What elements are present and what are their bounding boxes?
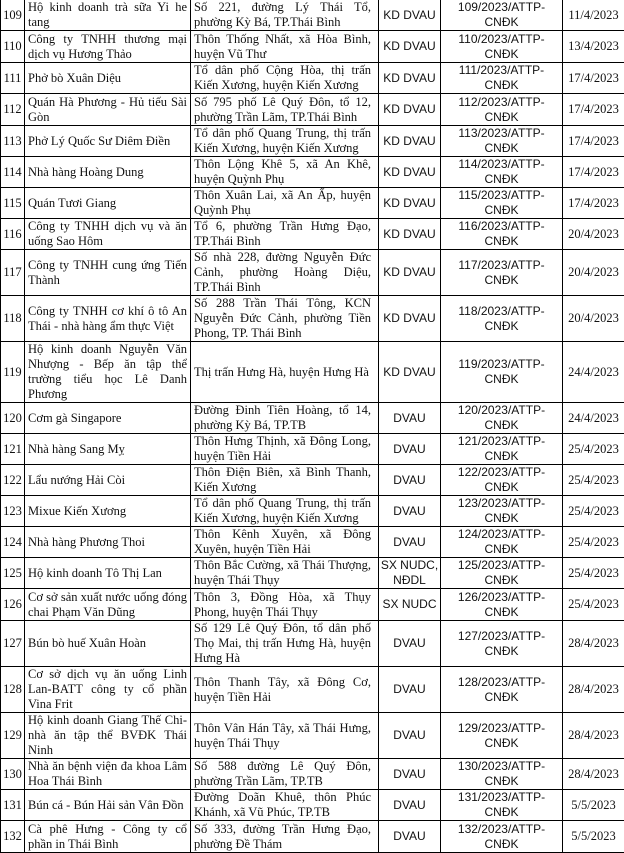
business-type: DVAU <box>379 465 441 496</box>
table-row <box>1 342 624 403</box>
business-type: DVAU <box>379 434 441 465</box>
row-number: 125 <box>1 558 25 589</box>
business-type: KD DVAU <box>379 63 441 94</box>
row-number: 115 <box>1 188 25 219</box>
issue-date: 20/4/2023 <box>563 219 624 250</box>
issue-date: 28/4/2023 <box>563 621 624 667</box>
address: Số 588 đường Lê Quý Đôn, phường Trần Lãm, TP.TB <box>191 759 379 790</box>
issue-date: 28/4/2023 <box>563 667 624 713</box>
row-number: 129 <box>1 713 25 759</box>
establishment-name: Cơm gà Singapore <box>25 403 191 434</box>
address: Thôn Thanh Tây, xã Đông Cơ, huyện Tiền Hải <box>191 667 379 713</box>
address: Số 288 Trần Thái Tông, KCN Nguyễn Đức Cảnh, phường Tiền Phong, TP. Thái Bình <box>191 296 379 342</box>
establishment-name: Công ty TNHH cơ khí ô tô An Thái - nhà hàng ẩm thực Việt <box>25 296 191 342</box>
table-row <box>1 63 624 94</box>
table-row <box>1 0 624 31</box>
issue-date: 17/4/2023 <box>563 157 624 188</box>
issue-date: 17/4/2023 <box>563 94 624 126</box>
row-number: 121 <box>1 434 25 465</box>
establishment-name: Bún cá - Bún Hải sản Vân Đồn <box>25 790 191 821</box>
certificate-number: 130/2023/ATTP-CNĐK <box>441 759 563 790</box>
certificate-number: 119/2023/ATTP-CNĐK <box>441 342 563 403</box>
certificate-number: 124/2023/ATTP-CNĐK <box>441 527 563 558</box>
row-number: 123 <box>1 496 25 527</box>
table-row <box>1 527 624 558</box>
certificate-number: 117/2023/ATTP-CNĐK <box>441 250 563 296</box>
certificate-number: 131/2023/ATTP-CNĐK <box>441 790 563 821</box>
issue-date: 25/4/2023 <box>563 465 624 496</box>
address: Tổ dân phố Quang Trung, thị trấn Kiến Xương, huyện Kiến Xương <box>191 496 379 527</box>
table-row <box>1 296 624 342</box>
address: Thôn 3, Đồng Hòa, xã Thụy Phong, huyện Thái Thụy <box>191 589 379 621</box>
row-number: 131 <box>1 790 25 821</box>
establishment-name: Hộ kinh doanh Giang Thế Chi-nhà ăn tập thể BVĐK Thái Ninh <box>25 713 191 759</box>
row-number: 117 <box>1 250 25 296</box>
row-number: 122 <box>1 465 25 496</box>
issue-date: 25/4/2023 <box>563 434 624 465</box>
row-number: 124 <box>1 527 25 558</box>
row-number: 132 <box>1 821 25 853</box>
table-row <box>1 31 624 63</box>
table-row <box>1 589 624 621</box>
table-row <box>1 713 624 759</box>
certificate-number: 128/2023/ATTP-CNĐK <box>441 667 563 713</box>
business-type: KD DVAU <box>379 157 441 188</box>
establishment-name: Nhà hàng Phương Thoi <box>25 527 191 558</box>
address: Số 333, đường Trần Hưng Đạo, phường Đề Thám <box>191 821 379 853</box>
row-number: 128 <box>1 667 25 713</box>
row-number: 112 <box>1 94 25 126</box>
business-type: DVAU <box>379 667 441 713</box>
table-row <box>1 759 624 790</box>
row-number: 119 <box>1 342 25 403</box>
certificate-number: 115/2023/ATTP-CNĐK <box>441 188 563 219</box>
address: Thôn Xuân Lai, xã An Ấp, huyện Quỳnh Phụ <box>191 188 379 219</box>
establishment-name: Cà phê Hưng - Công ty cổ phần in Thái Bình <box>25 821 191 853</box>
business-type: DVAU <box>379 713 441 759</box>
issue-date: 20/4/2023 <box>563 296 624 342</box>
table-row <box>1 790 624 821</box>
establishment-name: Công ty TNHH thương mại dịch vụ Hương Thảo <box>25 31 191 63</box>
business-type: SX NUDC, NĐDL <box>379 558 441 589</box>
address: Thôn Vân Hán Tây, xã Thái Hưng, huyện Thái Thụy <box>191 713 379 759</box>
row-number: 116 <box>1 219 25 250</box>
table-row <box>1 157 624 188</box>
issue-date: 24/4/2023 <box>563 403 624 434</box>
table-row <box>1 821 624 853</box>
business-type: DVAU <box>379 821 441 853</box>
establishment-name: Cơ sở dịch vụ ăn uống Linh Lan-BATT công ty cổ phần Vina Frit <box>25 667 191 713</box>
issue-date: 17/4/2023 <box>563 63 624 94</box>
business-type: DVAU <box>379 759 441 790</box>
issue-date: 13/4/2023 <box>563 31 624 63</box>
issue-date: 5/5/2023 <box>563 790 624 821</box>
business-type: KD DVAU <box>379 296 441 342</box>
address: Số 795 phố Lê Quý Đôn, tổ 12, phường Trần Lãm, TP.Thái Bình <box>191 94 379 126</box>
business-type: DVAU <box>379 790 441 821</box>
establishment-name: Hộ kinh doanh Nguyễn Văn Nhượng - Bếp ăn tập thể trường tiểu học Lê Danh Phương <box>25 342 191 403</box>
issue-date: 25/4/2023 <box>563 589 624 621</box>
address: Thôn Kênh Xuyên, xã Đông Xuyên, huyện Tiền Hải <box>191 527 379 558</box>
establishment-name: Nhà hàng Hoàng Dung <box>25 157 191 188</box>
business-type: KD DVAU <box>379 94 441 126</box>
establishment-name: Quán Tươi Giang <box>25 188 191 219</box>
address: Số 129 Lê Quý Đôn, tổ dân phố Thọ Mai, thị trấn Hưng Hà, huyện Hưng Hà <box>191 621 379 667</box>
table-row <box>1 403 624 434</box>
business-type: DVAU <box>379 621 441 667</box>
table-row <box>1 188 624 219</box>
row-number: 109 <box>1 0 25 31</box>
establishment-name: Công ty TNHH cung ứng Tiến Thành <box>25 250 191 296</box>
certificate-number: 120/2023/ATTP-CNĐK <box>441 403 563 434</box>
establishment-name: Bún bò huế Xuân Hoàn <box>25 621 191 667</box>
address: Thôn Bắc Cường, xã Thái Thượng, huyện Thái Thụy <box>191 558 379 589</box>
address: Đường Doãn Khuê, thôn Phúc Khánh, xã Vũ Phúc, TP.TB <box>191 790 379 821</box>
business-type: KD DVAU <box>379 250 441 296</box>
business-type: KD DVAU <box>379 342 441 403</box>
row-number: 113 <box>1 126 25 157</box>
address: Tổ 6, phường Trần Hưng Đạo, TP.Thái Bình <box>191 219 379 250</box>
certificate-number: 110/2023/ATTP-CNĐK <box>441 31 563 63</box>
business-type: KD DVAU <box>379 188 441 219</box>
certificate-number: 132/2023/ATTP-CNĐK <box>441 821 563 853</box>
address: Thôn Thống Nhất, xã Hòa Bình, huyện Vũ Thư <box>191 31 379 63</box>
certificate-number: 109/2023/ATTP-CNĐK <box>441 0 563 31</box>
row-number: 120 <box>1 403 25 434</box>
certificate-number: 114/2023/ATTP-CNĐK <box>441 157 563 188</box>
certificate-number: 125/2023/ATTP-CNĐK <box>441 558 563 589</box>
row-number: 111 <box>1 63 25 94</box>
business-type: KD DVAU <box>379 126 441 157</box>
establishment-name: Công ty TNHH dịch vụ và ăn uống Sao Hôm <box>25 219 191 250</box>
table-row <box>1 434 624 465</box>
issue-date: 28/4/2023 <box>563 713 624 759</box>
row-number: 126 <box>1 589 25 621</box>
establishment-name: Lẩu nướng Hải Còi <box>25 465 191 496</box>
issue-date: 11/4/2023 <box>563 0 624 31</box>
establishment-name: Nhà ăn bệnh viện đa khoa Lâm Hoa Thái Bình <box>25 759 191 790</box>
table-row <box>1 126 624 157</box>
business-type: KD DVAU <box>379 0 441 31</box>
table-row <box>1 667 624 713</box>
table-row <box>1 621 624 667</box>
certificate-number: 111/2023/ATTP-CNĐK <box>441 63 563 94</box>
establishment-name: Nhà hàng Sang Mỵ <box>25 434 191 465</box>
establishment-name: Phở bò Xuân Diệu <box>25 63 191 94</box>
certificate-number: 129/2023/ATTP-CNĐK <box>441 713 563 759</box>
business-type: KD DVAU <box>379 219 441 250</box>
issue-date: 25/4/2023 <box>563 496 624 527</box>
issue-date: 25/4/2023 <box>563 527 624 558</box>
certificate-number: 112/2023/ATTP-CNĐK <box>441 94 563 126</box>
row-number: 130 <box>1 759 25 790</box>
issue-date: 28/4/2023 <box>563 759 624 790</box>
business-type: DVAU <box>379 496 441 527</box>
address: Thị trấn Hưng Hà, huyện Hưng Hà <box>191 342 379 403</box>
table-row <box>1 250 624 296</box>
row-number: 110 <box>1 31 25 63</box>
issue-date: 24/4/2023 <box>563 342 624 403</box>
table-row <box>1 94 624 126</box>
establishment-name: Cơ sở sản xuất nước uống đóng chai Phạm Văn Dũng <box>25 589 191 621</box>
certificate-number: 126/2023/ATTP-CNĐK <box>441 589 563 621</box>
issue-date: 5/5/2023 <box>563 821 624 853</box>
row-number: 114 <box>1 157 25 188</box>
address: Số 221, đường Lý Thái Tổ, phường Kỳ Bá, TP.Thái Bình <box>191 0 379 31</box>
establishment-name: Phở Lý Quốc Sư Diêm Điền <box>25 126 191 157</box>
establishment-name: Hộ kinh doanh trà sữa Yi he tang <box>25 0 191 31</box>
business-type: DVAU <box>379 403 441 434</box>
table-row <box>1 465 624 496</box>
table-row <box>1 558 624 589</box>
certificate-number: 121/2023/ATTP-CNĐK <box>441 434 563 465</box>
certificate-number: 122/2023/ATTP-CNĐK <box>441 465 563 496</box>
address: Tổ dân phố Cộng Hòa, thị trấn Kiến Xương, huyện Kiến Xương <box>191 63 379 94</box>
business-type: KD DVAU <box>379 31 441 63</box>
issue-date: 17/4/2023 <box>563 188 624 219</box>
issue-date: 25/4/2023 <box>563 558 624 589</box>
issue-date: 17/4/2023 <box>563 126 624 157</box>
table-row <box>1 219 624 250</box>
address: Số nhà 228, đường Nguyễn Đức Cảnh, phường Hoàng Diệu, TP.Thái Bình <box>191 250 379 296</box>
business-type: DVAU <box>379 527 441 558</box>
address: Đường Đinh Tiên Hoàng, tổ 14, phường Kỳ Bá, TP.TB <box>191 403 379 434</box>
address: Tổ dân phố Quang Trung, thị trấn Kiến Xương, huyện Kiến Xương <box>191 126 379 157</box>
issue-date: 20/4/2023 <box>563 250 624 296</box>
certificate-number: 116/2023/ATTP-CNĐK <box>441 219 563 250</box>
certificate-number: 123/2023/ATTP-CNĐK <box>441 496 563 527</box>
establishment-name: Hộ kinh doanh Tô Thị Lan <box>25 558 191 589</box>
establishment-name: Quán Hà Phương - Hủ tiếu Sài Gòn <box>25 94 191 126</box>
address: Thôn Hưng Thịnh, xã Đông Long, huyện Tiền Hải <box>191 434 379 465</box>
table-row <box>1 496 624 527</box>
address: Thôn Điện Biên, xã Bình Thanh, Kiến Xương <box>191 465 379 496</box>
row-number: 127 <box>1 621 25 667</box>
certificate-number: 127/2023/ATTP-CNĐK <box>441 621 563 667</box>
establishment-name: Mixue Kiến Xương <box>25 496 191 527</box>
certificate-number: 118/2023/ATTP-CNĐK <box>441 296 563 342</box>
business-type: SX NUDC <box>379 589 441 621</box>
table-body <box>1 0 624 853</box>
row-number: 118 <box>1 296 25 342</box>
certificate-number: 113/2023/ATTP-CNĐK <box>441 126 563 157</box>
address: Thôn Lộng Khê 5, xã An Khê, huyện Quỳnh Phụ <box>191 157 379 188</box>
